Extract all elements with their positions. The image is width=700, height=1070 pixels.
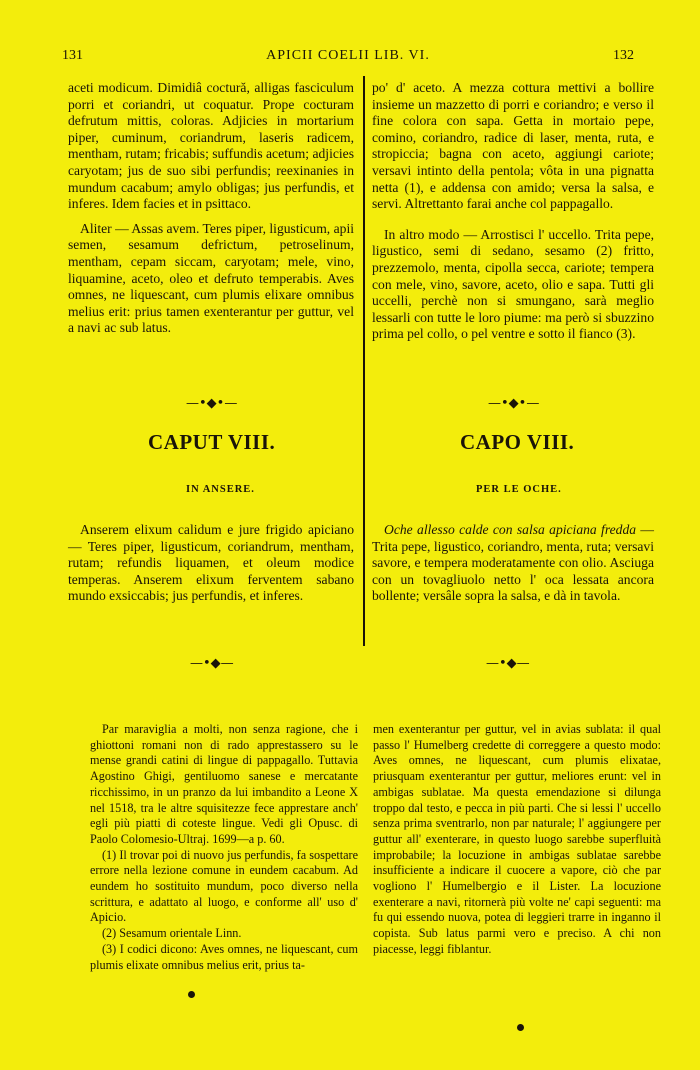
latin-paragraph-3: Anserem elixum calidum e jure frigido apiciano — Teres piper, ligusticum, coriandrum, mentham, rutam; refundis liquamen, et oleum modice temperas. Anserem elixum ferventem sabano mundo exsiccabis; jus perfundis, et inferes. [68,522,354,604]
page-number-right: 132 [613,48,634,63]
footnotes-left [90,722,358,973]
chapter-heading-latin: CAPUT VIII. [148,430,276,454]
ornament-divider: —•◆•— [186,396,238,411]
footnotes-right [373,722,661,958]
chapter-subtitle-latin: IN ANSERE. [186,484,255,495]
footnote-intro: Par maraviglia a molti, non senza ragione, che i ghiottoni romani non di rado apprestassero su le mense grandi catini di lingue di pappagallo. Tuttavia Agostino Ghigi, gentiluomo sanese e mercatante ricchissimo, in un pranzo da lui imbandito a Leone X nel 1518, tra le altre squisitezze fece apprestare anch' egli più piatti di coteste lingue. Vedi gli Opusc. di Paolo Colomesio-Ultraj. 1699—a p. 60. [90,722,358,846]
latin-column-top [68,80,354,337]
ink-spot [188,991,195,998]
footnote-3: (3) I codici dicono: Aves omnes, ne liquescant, cum plumis elixate omnibus melius erit, prius ta- [90,941,358,972]
ornament-divider-2: —•◆— [190,656,234,671]
latin-column-bottom [68,522,354,605]
ornament-divider-2: —•◆— [486,656,530,671]
column-divider [363,76,365,646]
italian-column-top [372,80,654,343]
chapter-heading-italian: CAPO VIII. [460,430,575,454]
latin-paragraph-1: aceti modicum. Dimidiâ coctură, alligas fasciculum porri et coriandri, ut coquatur. Prope cocturam defrutum mittis, coloras. Adjicies in mortarium piper, cuminum, coriandrum, laseris radicem, mentham, rutam; fricabis; suffundis acetum; adjicies caryotam; jus de suo sibi perfundis; reexinanies in mundum cacabum; amylo obligas; jus perfundis, et inferes. Idem facies et in psittaco. [68,80,354,212]
italian-recipe-body: — Trita pepe, ligustico, coriandro, menta, ruta; versavi savore, e tempera moderatamente con olio. Asciuga con un tovagliuolo netto l' oca lessata ancora bollente; versâle sopra la salsa, e dà in tavola. [372,522,654,604]
running-header [62,48,634,70]
italian-column-bottom [372,522,654,605]
footnote-1: (1) Il trovar poi di nuovo jus perfundis, fa sospettare errore nella lezione comune in eundem cacabum. Ad eundem ho sostituito mundum, poco diverso nella scrittura, e adattato al luogo, e conforme all' uso d' Apicio. [90,847,358,925]
running-title: APICII COELII LIB. VI. [266,48,430,63]
footnote-3-continued: men exenterantur per guttur, vel in avias sublata: il qual passo l' Humelberg credette di correggere a questo modo: Aves omnes, ne liquescant, cum plumis elixatae, priusquam exenterantur per guttur, meliores erunt: vel in ambigas sublatae. Ma questa emendazione si dilunga troppo dal testo, e pecca in più parti. Che si lessi l' uccello senza prima sventrarlo, non par naturale; l' aggiungere per guttur all' exenterare, in questo luogo sarebbe superfluità improbabile; la locuzione in ambigas sublatae sarebbe insufficiente a indicare il cuocere a vapore, ciò che par vogliono l' Humelbergio e il Lister. La locuzione exenterare a navi, ritornerà più volte ne' capi seguenti: ma fu qui essendo nuova, potea di leggieri trarre in inganno il copista. Sub latus parmi vero e preciso. A chi non piacesse, leggi fiblantur. [373,722,661,956]
italian-paragraph-3 [372,522,654,605]
footnote-2: (2) Sesamum orientale Linn. [102,926,242,941]
ornament-divider: —•◆•— [488,396,540,411]
ink-spot [517,1024,524,1031]
italian-paragraph-2: In altro modo — Arrostisci l' uccello. Trita pepe, ligustico, semi di sedano, sesamo (2) fritto, prezzemolo, menta, cipolla secca, cariote; tempera con mele, vino, savore, aceto, olio e sapa. Tutti gli uccelli, perchè non si smungano, sarà meglio lessarli con tutte le loro piume: ma però si sbuzzino prima pel collo, o pel ventre e sotto il fianco (3). [372,226,654,342]
page-number-left: 131 [62,48,83,63]
italian-paragraph-1: po' d' aceto. A mezza cottura mettivi a bollire insieme un mazzetto di porri e coriandro; e verso il fine colora con sapa. Getta in mortaio pepe, comino, coriandro, radice di laser, menta, ruta, e stropiccia; bagna con aceto, aggiungi cariote; versavi intinto della pentola; vôta in una pignatta netta (1), e addensa con amido; versa la salsa, e servi. Altrettanto farai anche col pappagallo. [372,80,654,212]
chapter-subtitle-italian: PER LE OCHE. [476,484,562,495]
latin-paragraph-2: Aliter — Assas avem. Teres piper, ligusticum, apii semen, sesamum defrictum, petroselinum, mentham, cepam siccam, caryotam; mele, vino, liquamine, aceto, oleo et defruto temperabis. Aves omnes, ne liquescant, cum plumis elixare omnibus melius erit: prius tamen exenterantur per guttur, vel a navi ac sub latus. [68,220,354,336]
italian-recipe-title: Oche allesso calde con salsa apiciana fredda [384,522,637,537]
